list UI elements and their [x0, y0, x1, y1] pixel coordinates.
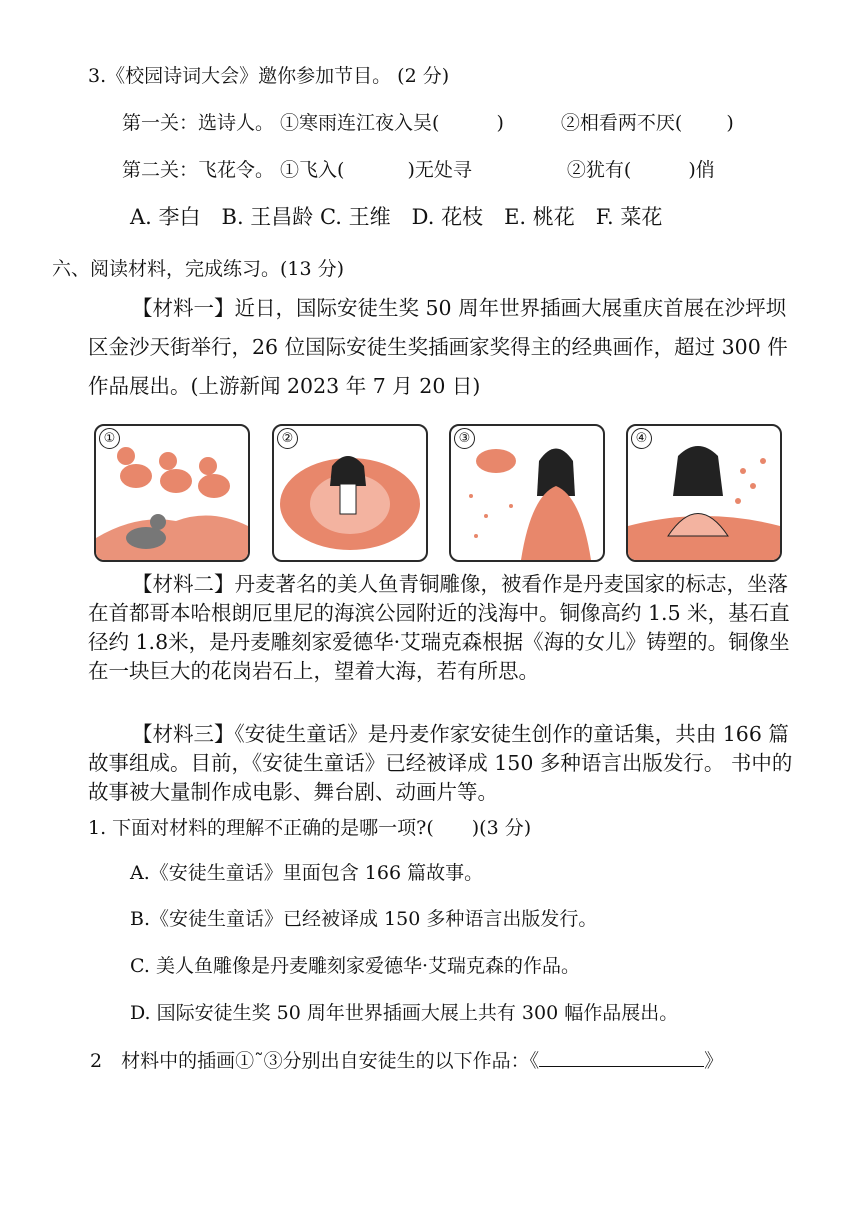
q1-option-c: C. 美人鱼雕像是丹麦雕刻家爱德华·艾瑞克森的作品。	[130, 955, 580, 977]
material2: 【材料二】丹麦著名的美人鱼青铜雕像，被看作是丹麦国家的标志，坐落在首都哥本哈根朗厄里尼的海滨公园附近的浅海中。铜像高约 1.5 米，基石直径约 1.8米，是丹麦雕刻家爱德华·艾瑞克森根据《海的女儿》铸塑的。铜像坐在一块巨大的花岗岩石上，望着大海，若有所思。	[88, 572, 790, 683]
q3-title: 3.《校园诗词大会》邀你参加节目。 (2 分)	[88, 65, 450, 87]
panel-number: ①	[99, 428, 120, 449]
ducklings-illustration	[96, 426, 248, 560]
illustration-panel-1	[94, 424, 250, 562]
q3-level2: 第二关：飞花令。 ①飞入( )无处寻 ②犹有( )俏	[122, 159, 715, 181]
panel-number: ②	[277, 428, 298, 449]
answer-blank[interactable]	[539, 1048, 704, 1067]
panel-number: ④	[631, 428, 652, 449]
illustration-panel-3	[449, 424, 605, 562]
material3: 【材料三】《安徒生童话》是丹麦作家安徒生创作的童话集，共由 166 篇故事组成。目前，《安徒生童话》已经被译成 150 多种语言出版发行。 书中的故事被大量制作成电影、舞台剧、动画片等。	[88, 722, 793, 804]
panel-number: ③	[454, 428, 475, 449]
q2-stem-prefix: 2 材料中的插画①˜③分别出自安徒生的以下作品：《	[90, 1050, 540, 1072]
material1: 【材料一】近日，国际安徒生奖 50 周年世界插画大展重庆首展在沙坪坝区金沙天街举行，26 位国际安徒生奖插画家奖得主的经典画作，超过 300 件作品展出。(上游新闻 2023 年 7 月 20 日)	[88, 296, 788, 398]
matchgirl-illustration	[451, 426, 603, 560]
mermaid-illustration	[628, 426, 780, 560]
section6-title: 六、阅读材料，完成练习。(13 分)	[52, 258, 345, 280]
q1-stem: 1. 下面对材料的理解不正确的是哪一项?( )(3 分)	[88, 817, 532, 839]
thumbelina-illustration	[274, 426, 426, 560]
q1-option-b: B.《安徒生童话》已经被译成 150 多种语言出版发行。	[130, 908, 598, 930]
illustration-panel-4	[626, 424, 782, 562]
q1-option-d: D. 国际安徒生奖 50 周年世界插画大展上共有 300 幅作品展出。	[130, 1002, 679, 1024]
q3-options: A. 李白 B. 王昌龄 C. 王维 D. 花枝 E. 桃花 F. 菜花	[130, 205, 663, 229]
q2-stem	[90, 1048, 723, 1074]
q3-level1: 第一关：选诗人。 ①寒雨连江夜入吴( ) ②相看两不厌( )	[122, 112, 734, 134]
q2-stem-suffix: 》	[704, 1050, 724, 1072]
illustration-panel-2	[272, 424, 428, 562]
q1-option-a: A.《安徒生童话》里面包含 166 篇故事。	[130, 862, 484, 884]
